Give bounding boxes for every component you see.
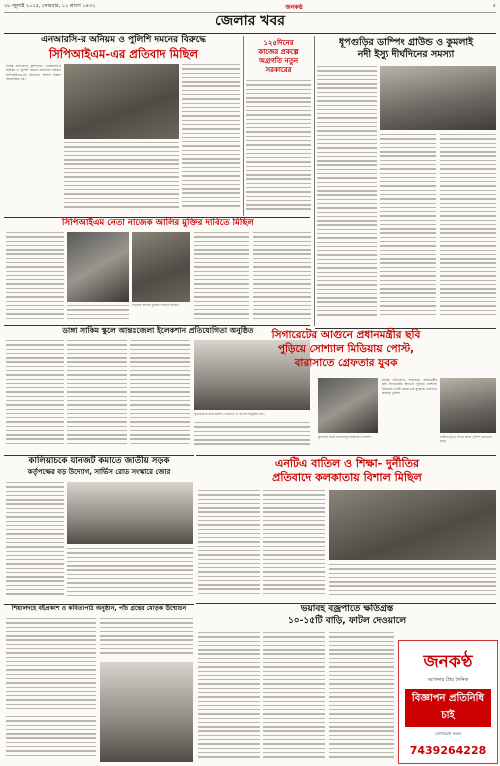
headline-a7-line2: কর্তৃপক্ষের বড় উদ্যোগ, সার্ভিস রোড সংস্কারে জোর bbox=[27, 468, 171, 476]
headline-a7-line1: কালিয়াচকে যানজট কমাতে জাতীয় সড়ক bbox=[28, 456, 170, 466]
caption-c3: কুলতলি নামে জামালপুর অঞ্চলের বাসিন্দা bbox=[318, 435, 372, 439]
caption-c1: নাজেক আলির মুক্তির দাবিতে মিছিল। bbox=[132, 303, 180, 307]
body-text-a8a bbox=[198, 490, 260, 600]
body-text-a10b bbox=[100, 618, 193, 658]
headline-a4: সিপিআইএম নেতা নাজেক আলির মুক্তির দাবিতে মিছিল bbox=[62, 218, 254, 228]
body-text-a5b bbox=[67, 340, 127, 450]
body-text-a10a bbox=[6, 618, 96, 713]
caption-c4: ঘাটিরে ছাড়ে তাকে আজ পুলিশ গ্রেফতার করে। bbox=[440, 435, 492, 443]
body-text-a4d bbox=[253, 232, 311, 322]
photo-dumping-ground bbox=[380, 66, 496, 130]
headline-a5: ডাঙ্গা সাকিম স্কুলে আন্তঃজেলা ইলেকশান প্রতিযোগিতা অনুষ্ঠিত bbox=[62, 326, 254, 335]
headline-a6-line2: পুড়িয়ে সোশ্যাল মিডিয়ায় পোস্ট, bbox=[277, 343, 415, 355]
headline-a8-line2: প্রতিবাদে কলকাতায় বিশাল মিছিল bbox=[272, 471, 422, 484]
lead-text-a6: নিজস্ব প্রতিবেদন, বারাসাত: প্রধানমন্ত্রীর ছবি সিগারেটের আগুনে পুড়িয়ে সোশ্যাল মিডিয়ায় পোস্ট করায় এক যুবককে গ্রেফতার করেছে পুলিশ। bbox=[382, 378, 437, 395]
headline-a6-line1: সিগারেটের আগুনে প্রধানমন্ত্রীর ছবি bbox=[271, 329, 421, 341]
lead-text-a1: নিজস্ব প্রতিবেদন, মুর্শিদাবাদ: এনআরসি-র অনিয়ম ও পুলিশি দমনের প্রতিবাদে রবিবার সিপিআইএম-এর উদ্যোগে বিশাল মিছিল আয়োজিত হয়। bbox=[6, 64, 61, 81]
headline-a9-line1: ভয়াবহ বজ্রপাতে ক্ষতিগ্রস্ত bbox=[300, 604, 394, 614]
ad-headline: বিজ্ঞাপন প্রতিনিধি চাই bbox=[405, 689, 491, 727]
advertisement-box[interactable] bbox=[398, 640, 498, 764]
photo-kolkata-rally bbox=[329, 490, 496, 560]
date-line: ২৮ জুলাই ২০২৫, সোমবার, ১২ শ্রাবণ ১৪৩২ bbox=[4, 3, 96, 9]
headline-a2-line1: ১২৫দিনের bbox=[263, 39, 294, 47]
divider bbox=[196, 455, 496, 456]
body-text-a7b bbox=[67, 548, 193, 602]
body-text-a9a bbox=[198, 632, 260, 764]
caption-c2: সুভাষগ্রামে বহিঃপ্রকাশ দেওয়াতে এ ব্যাপক অনুষ্ঠিত হল। bbox=[194, 412, 265, 416]
body-text-a9b bbox=[263, 632, 325, 764]
divider bbox=[4, 33, 496, 34]
photo-book-launch bbox=[100, 662, 193, 762]
headline-a9-line2: ১০-১৫টি বাড়ি, ফাটল দেওয়ালে bbox=[287, 616, 407, 626]
photo-protest-march bbox=[64, 64, 179, 139]
ad-brand: জনকণ্ঠ bbox=[423, 652, 473, 672]
body-text-a4a bbox=[6, 232, 64, 322]
body-text-a3a bbox=[317, 66, 377, 326]
body-text-a1b bbox=[64, 142, 179, 214]
headline-a10: শিয়ালদহে বইপ্রকাশ ও কবিতাপাঠ অনুষ্ঠান, পাঁচ গ্রন্থের মোড়ক উন্মোচন bbox=[11, 605, 187, 612]
photo-arrested-youth bbox=[318, 378, 378, 433]
body-text-a7a bbox=[6, 482, 64, 602]
photo-rally-2 bbox=[132, 232, 190, 302]
ad-phone-number[interactable]: 7439264228 bbox=[409, 744, 487, 757]
headline-a1-line2: সিপিআইএম-এর প্রতিবাদ মিছিল bbox=[48, 47, 199, 61]
body-text-a5c bbox=[130, 340, 190, 450]
body-text-a4c bbox=[194, 232, 249, 322]
photo-highway-traffic bbox=[67, 482, 193, 544]
photo-rally bbox=[67, 232, 129, 302]
body-text-a2 bbox=[246, 80, 311, 215]
column-divider bbox=[243, 36, 244, 216]
ad-note: যোগাযোগ করুন bbox=[434, 731, 462, 736]
body-text-a1 bbox=[182, 64, 240, 214]
headline-a6-line3: বারাসাতে গ্রেফতার যুবক bbox=[294, 357, 398, 369]
body-text-a10c bbox=[6, 716, 96, 762]
body-text-a8b bbox=[263, 490, 325, 600]
body-text-a3b bbox=[380, 134, 436, 326]
body-text-a4b bbox=[67, 305, 129, 322]
ad-subtitle: আপনার প্রিয় দৈনিক bbox=[427, 677, 469, 683]
headline-a2-line3: অগ্রগতি নতুন bbox=[258, 57, 299, 65]
body-text-a8c bbox=[329, 564, 496, 600]
headline-a1-line1: এনআরসি-র অনিয়ম ও পুলিশি দমনের বিরুদ্ধে bbox=[41, 35, 206, 45]
headline-a3-line2: নদী ইস্যু দীর্ঘদিনের সমস্যা bbox=[357, 49, 455, 60]
headline-a2-line2: কাজের প্রকল্পে bbox=[258, 48, 299, 56]
body-text-a9c bbox=[329, 632, 394, 764]
headline-a8-line1: এনটিএ বাতিল ও শিক্ষা- দুর্নীতির bbox=[274, 457, 420, 470]
masthead-logo: জনকণ্ঠ bbox=[285, 3, 303, 11]
body-text-a5d bbox=[194, 422, 310, 450]
photo-burnt-picture bbox=[440, 378, 496, 433]
headline-a2-line4: সরকারের bbox=[265, 66, 292, 74]
body-text-a5a bbox=[6, 340, 64, 450]
column-divider bbox=[314, 36, 315, 326]
headline-a3-line1: ধূপগুড়ির ডাম্পিং গ্রাউন্ড ও কুমলাই bbox=[338, 37, 474, 48]
section-title: জেলার খবর bbox=[215, 13, 285, 29]
body-text-a3c bbox=[440, 134, 496, 326]
page-number: ৫ bbox=[492, 3, 496, 9]
